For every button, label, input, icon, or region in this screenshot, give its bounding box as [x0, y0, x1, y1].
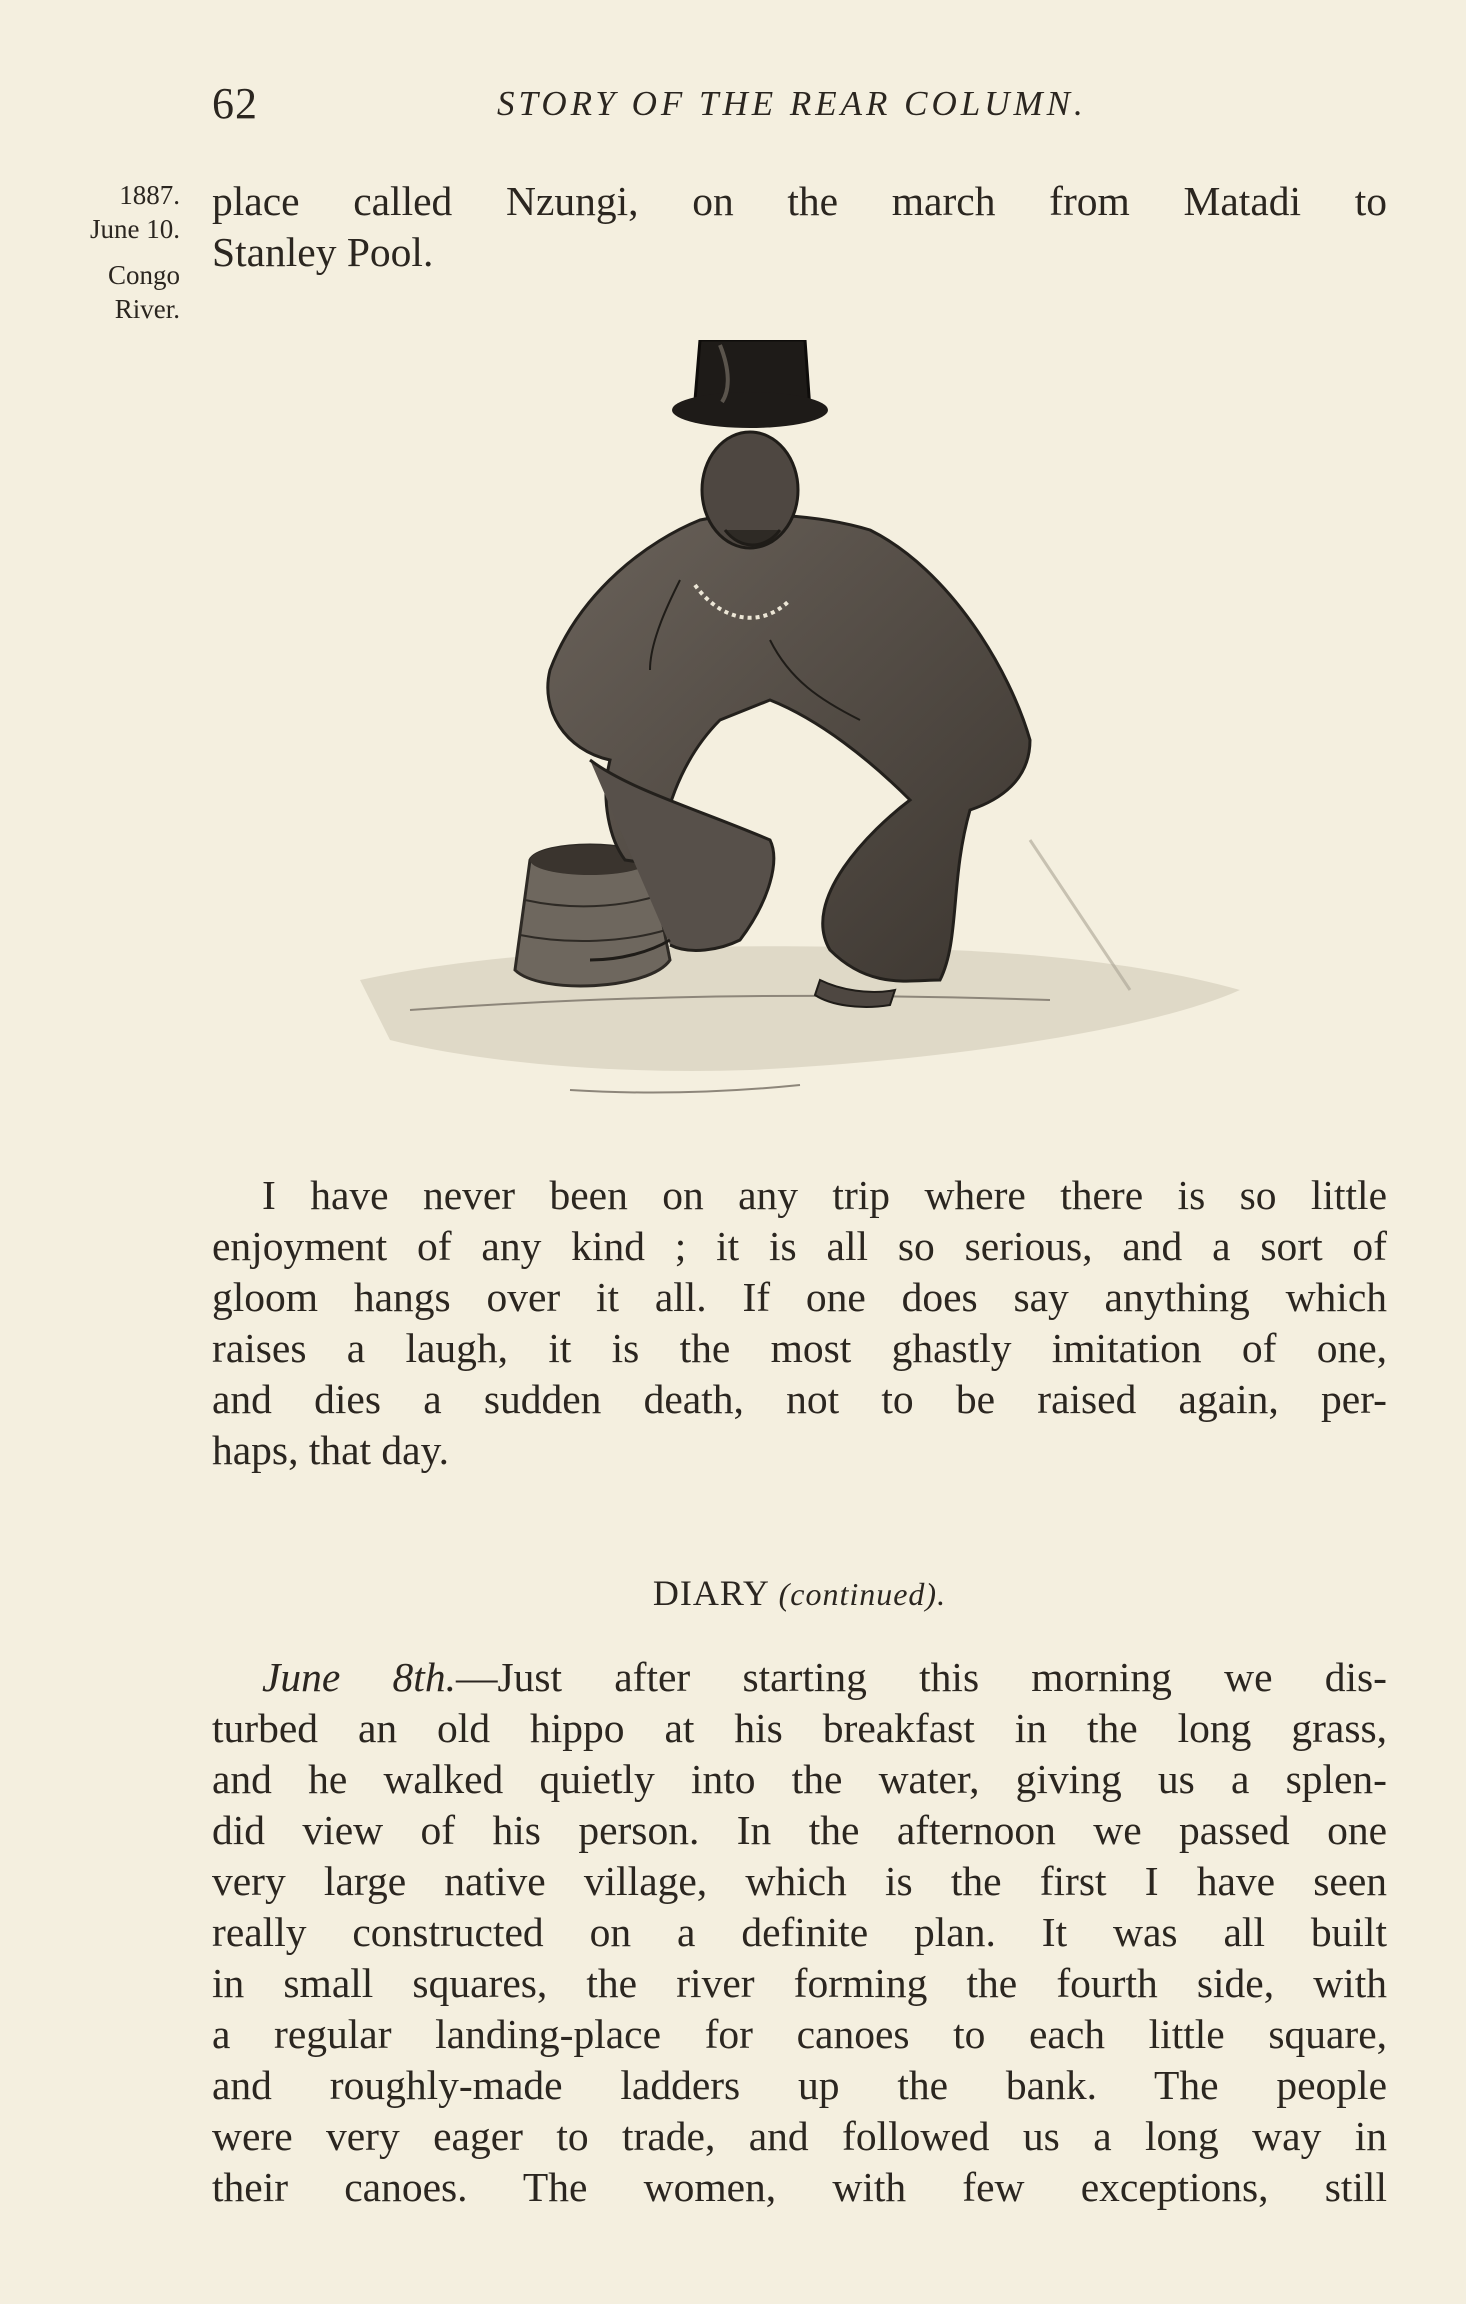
diary-line-1-text: —Just after starting this morning we dis-	[455, 1654, 1387, 1700]
diary-line: and roughly-made ladders up the bank. The people	[212, 2062, 1387, 2108]
paragraph-1-line: raises a laugh, it is the most ghastly imitation of one,	[212, 1325, 1387, 1371]
paragraph-1-line: enjoyment of any kind ; it is all so serious, and a sort of	[212, 1223, 1387, 1269]
page-number: 62	[212, 79, 258, 128]
diary-entry	[212, 1652, 1387, 2213]
paragraph-1-line: and dies a sudden death, not to be raised again, per-	[212, 1376, 1387, 1422]
diary-line: very large native village, which is the first I have seen	[212, 1858, 1387, 1904]
paragraph-1-line: I have never been on any trip where there is so little	[262, 1172, 1387, 1218]
section-heading	[212, 1572, 1387, 1614]
opening-line-1: place called Nzungi, on the march from Matadi to	[212, 178, 1387, 224]
paragraph-1-line: gloom hangs over it all. If one does say anything which	[212, 1274, 1387, 1320]
margin-year: 1887.	[119, 180, 180, 210]
diary-line: a regular landing-place for canoes to each little square,	[212, 2011, 1387, 2057]
diary-line: their canoes. The women, with few exceptions, still	[212, 2164, 1387, 2210]
running-title: STORY OF THE REAR COLUMN.	[497, 84, 1087, 123]
margin-date: June 10.	[90, 214, 180, 244]
diary-line: did view of his person. In the afternoon we passed one	[212, 1807, 1387, 1853]
opening-line-2: Stanley Pool.	[212, 229, 434, 275]
diary-line: turbed an old hippo at his breakfast in the long grass,	[212, 1705, 1387, 1751]
diary-line: were very eager to trade, and followed us a long way in	[212, 2113, 1387, 2159]
diary-date: June 8th.	[262, 1654, 456, 1700]
paragraph-1-line: haps, that day.	[212, 1427, 450, 1473]
margin-note-date	[30, 178, 180, 246]
section-heading-suffix: (continued).	[778, 1576, 947, 1612]
section-heading-title: DIARY	[652, 1573, 769, 1613]
margin-note-place	[30, 258, 180, 326]
diary-line: in small squares, the river forming the fourth side, with	[212, 1960, 1387, 2006]
diary-line: really constructed on a definite plan. It was all built	[212, 1909, 1387, 1955]
paragraph-1	[212, 1170, 1387, 1476]
engraving-illustration	[350, 340, 1250, 1120]
diary-line: and he walked quietly into the water, giving us a splen-	[212, 1756, 1387, 1802]
margin-place-line1: Congo	[107, 260, 180, 290]
diary-line-1	[212, 1652, 1387, 1703]
ground-shadow	[360, 840, 1240, 1092]
opening-text	[212, 176, 1387, 278]
margin-place-line2: River.	[114, 294, 180, 324]
page-header	[212, 78, 1292, 138]
